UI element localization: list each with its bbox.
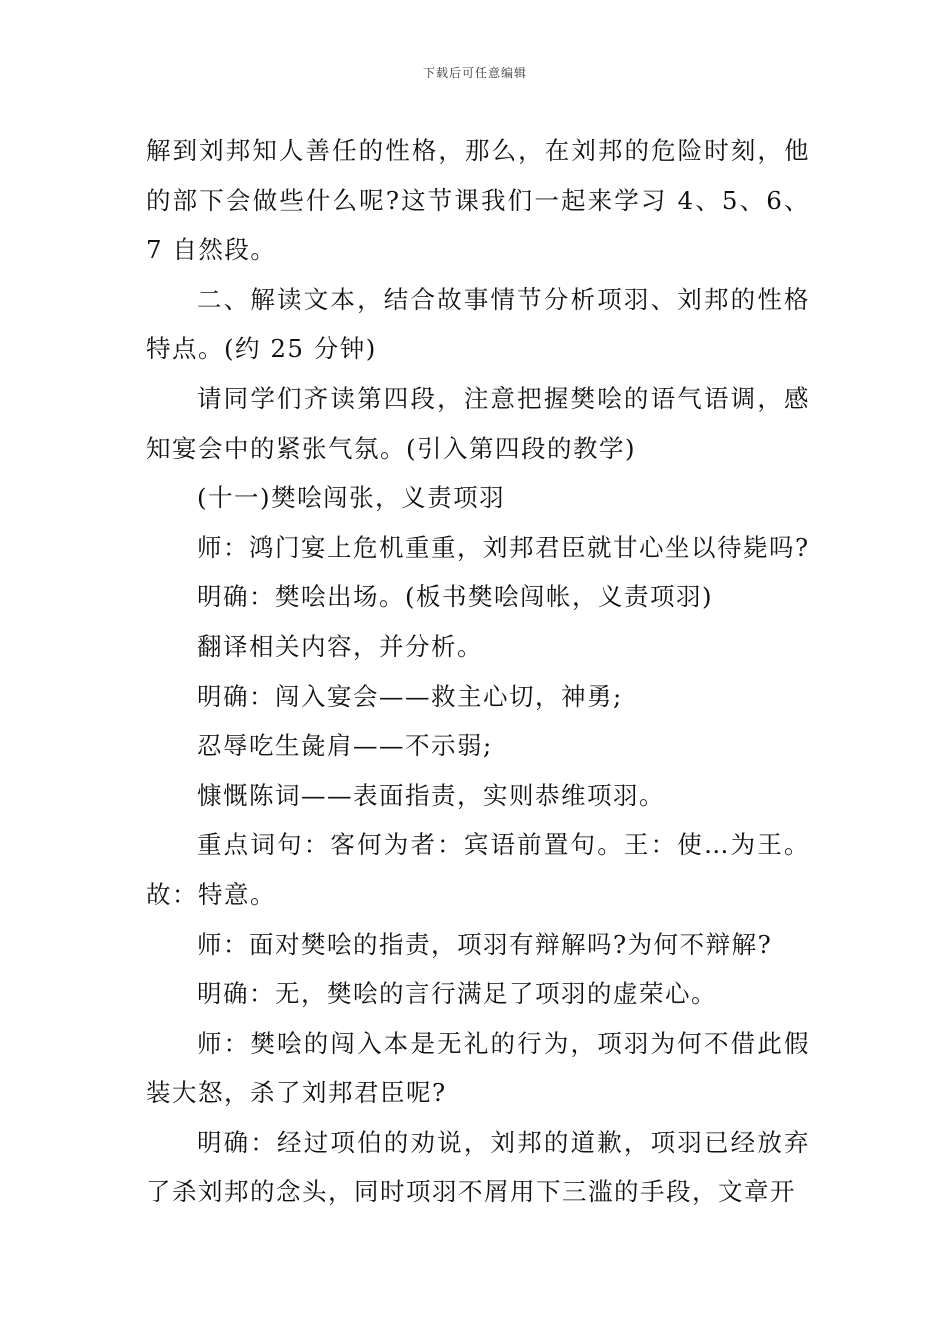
paragraph: 师：鸿门宴上危机重重，刘邦君臣就甘心坐以待毙吗? — [197, 532, 810, 562]
paragraph: 重点词句：客何为者：宾语前置句。王：使…为王。故：特意。 — [146, 830, 810, 909]
paragraph: 翻译相关内容，并分析。 — [197, 631, 483, 661]
paragraph: 明确：无，樊哙的言行满足了项羽的虚荣心。 — [197, 979, 717, 1009]
paragraph: 请同学们齐读第四段，注意把握樊哙的语气语调，感知宴会中的紧张气氛。(引入第四段的教学) — [146, 383, 810, 463]
paragraph: 师：樊哙的闯入本是无礼的行为，项羽为何不借此假装大怒，杀了刘邦君臣呢? — [146, 1028, 810, 1108]
page-header-note: 下载后可任意编辑 — [422, 66, 527, 80]
paragraph: 解到刘邦知人善任的性格，那么，在刘邦的危险时刻，他的部下会做些什么呢?这节课我们一起来学习 4、5、6、7 自然段。 — [146, 136, 810, 265]
paragraph: 忍辱吃生彘肩——不示弱; — [197, 731, 493, 761]
paragraph: 明确：闯入宴会——救主心切，神勇; — [197, 681, 623, 711]
document-body — [146, 126, 810, 1217]
section-heading: (十一)樊哙闯张，义责项羽 — [197, 483, 506, 513]
paragraph: 明确：樊哙出场。(板书樊哙闯帐，义责项羽) — [197, 582, 714, 612]
paragraph: 师：面对樊哙的指责，项羽有辩解吗?为何不辩解? — [197, 929, 773, 959]
paragraph: 二、解读文本，结合故事情节分析项羽、刘邦的性格特点。(约 25 分钟) — [146, 284, 810, 364]
paragraph: 明确：经过项伯的劝说，刘邦的道歉，项羽已经放弃了杀刘邦的念头，同时项羽不屑用下三滥的手段，文章开 — [146, 1127, 810, 1207]
paragraph: 慷慨陈词——表面指责，实则恭维项羽。 — [197, 780, 665, 810]
